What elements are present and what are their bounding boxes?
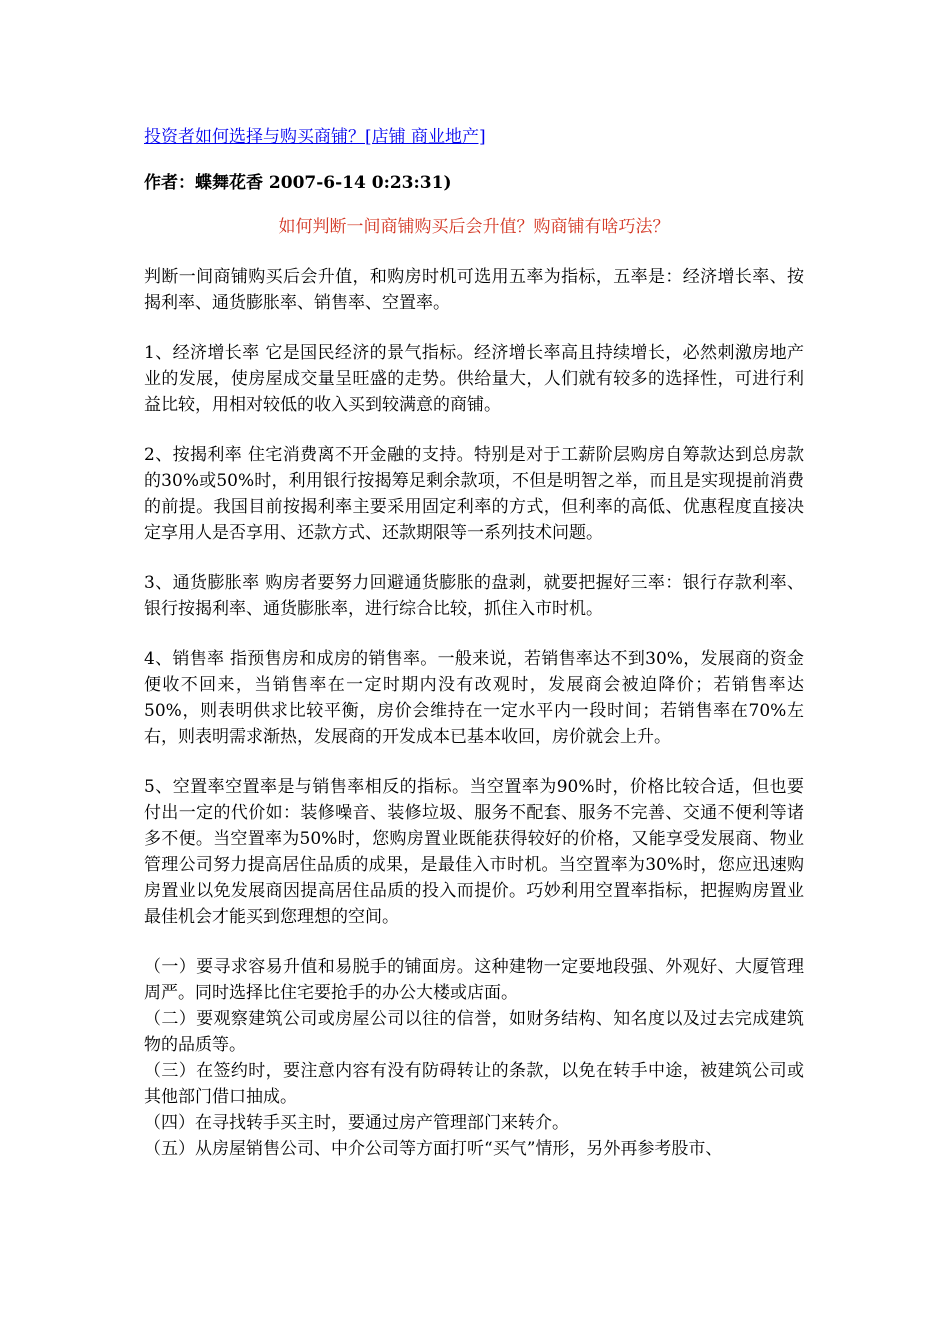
paragraph-sales-rate: 4、销售率 指预售房和成房的销售率。一般来说，若销售率达不到30%，发展商的资金便收不回来，当销售率在一定时期内没有改观时，发展商会被迫降价；若销售率达50%，则表明供求比较平衡，房价会维持在一定水平内一段时间；若销售率在70%左右，则表明需求渐热，发展商的开发成本已基本收回，房价就会上升。 bbox=[144, 649, 804, 747]
paragraph-inflation-rate: 3、通货膨胀率 购房者要努力回避通货膨胀的盘剥，就要把握好三率：银行存款利率、银行按揭利率、通货膨胀率，进行综合比较，抓住入市时机。 bbox=[144, 573, 804, 619]
paragraph-economic-growth: 1、经济增长率 它是国民经济的景气指标。经济增长率高且持续增长，必然刺激房地产业的发展，使房屋成交量呈旺盛的走势。供给量大，人们就有较多的选择性，可进行利益比较，用相对较低的收入买到较满意的商铺。 bbox=[144, 343, 804, 415]
tip-item-5: （五）从房屋销售公司、中介公司等方面打听“买气”情形，另外再参考股市、 bbox=[144, 1139, 723, 1159]
tip-item-3: （三）在签约时，要注意内容有没有防碍转让的条款，以免在转手中途，被建筑公司或其他部门借口抽成。 bbox=[144, 1061, 804, 1107]
paragraph-intro: 判断一间商铺购买后会升值，和购房时机可选用五率为指标，五率是：经济增长率、按揭利率、通货膨胀率、销售率、空置率。 bbox=[144, 267, 804, 313]
tips-list bbox=[144, 954, 804, 1162]
article-subtitle: 如何判断一间商铺购买后会升值？购商铺有啥巧法？ bbox=[278, 217, 670, 237]
document-page bbox=[144, 124, 804, 1162]
paragraph-mortgage-rate: 2、按揭利率 住宅消费离不开金融的支持。特别是对于工薪阶层购房自筹款达到总房款的30%或50%时，利用银行按揭筹足剩余款项，不但是明智之举，而且是实现提前消费的前提。我国目前按揭利率主要采用固定利率的方式，但利率的高低、优惠程度直接决定享用人是否享用、还款方式、还款期限等一系列技术问题。 bbox=[144, 445, 804, 543]
article-title-link[interactable]: 投资者如何选择与购买商铺？[店铺 商业地产] bbox=[144, 127, 486, 147]
tip-item-4: （四）在寻找转手买主时，要通过房产管理部门来转介。 bbox=[144, 1113, 569, 1133]
paragraph-vacancy-rate: 5、空置率空置率是与销售率相反的指标。当空置率为90%时，价格比较合适，但也要付出一定的代价如：装修噪音、装修垃圾、服务不配套、服务不完善、交通不便利等诸多不便。当空置率为50%时，您购房置业既能获得较好的价格，又能享受发展商、物业管理公司努力提高居住品质的成果，是最佳入市时机。当空置率为30%时，您应迅速购房置业以免发展商因提高居住品质的投入而提价。巧妙利用空置率指标，把握购房置业最佳机会才能买到您理想的空间。 bbox=[144, 777, 804, 927]
author-line: 作者：蝶舞花香 2007-6-14 0:23:31) bbox=[144, 173, 452, 193]
tip-item-1: （一）要寻求容易升值和易脱手的铺面房。这种建物一定要地段强、外观好、大厦管理周严。同时选择比住宅要抢手的办公大楼或店面。 bbox=[144, 957, 804, 1003]
tip-item-2: （二）要观察建筑公司或房屋公司以往的信誉，如财务结构、知名度以及过去完成建筑物的品质等。 bbox=[144, 1009, 804, 1055]
